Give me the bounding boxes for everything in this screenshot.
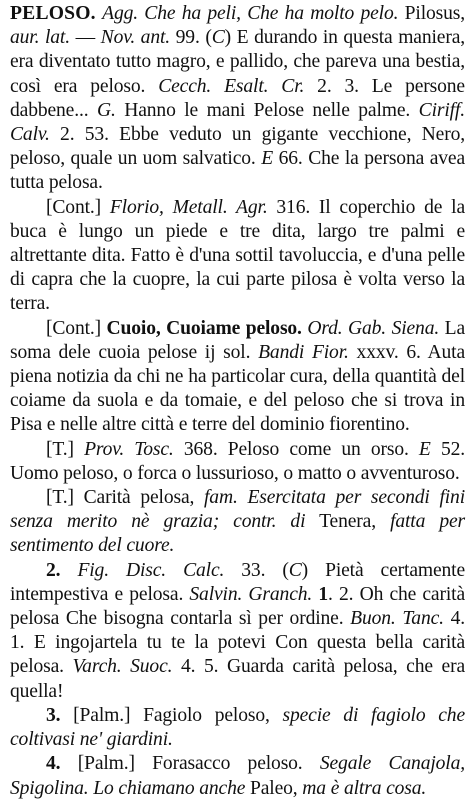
text-run: 4. 5. Guarda carità pelosa, che era quella!: [10, 656, 465, 702]
text-run: Pilosus,: [398, 3, 465, 24]
bold-text-run: Cuoio, Cuoiame peloso.: [106, 317, 302, 339]
text-run: [Palm.] Forasacco peloso.: [77, 753, 320, 775]
text-run: 2. 53. Ebbe veduto un gigante vecchione, Nero, peloso, quale un uom salvatico.: [10, 124, 465, 170]
italic-text-run: ma è altra cosa.: [302, 777, 427, 799]
entry-sense-2: [10, 559, 465, 704]
entry-paragraph-cuoio: [10, 317, 465, 438]
italic-text-run: Segale Canajola, Spigolina. Lo chiamano anche: [10, 753, 465, 799]
entry-sense-3: [10, 704, 465, 752]
text-run: —: [69, 27, 101, 49]
entry-paragraph-carita-pelosa: [10, 486, 465, 559]
italic-text-run: Prov. Tosc.: [84, 438, 174, 460]
italic-text-run: aur. lat.: [10, 27, 70, 49]
italic-text-run: E: [418, 438, 431, 460]
italic-text-run: specie di fagiolo che coltivasi ne' giardini.: [10, 704, 465, 751]
bold-text-run: PELOSO.: [10, 3, 96, 24]
italic-text-run: Fig. Disc. Calc.: [77, 559, 225, 581]
text-run: 316. Il coperchio de la buca è lungo un piede e tre dita, largo tre palmi e altrettante dita. Fatto è d'una sottil tavoluccia, e d'una pelle di capra che la cuopre, la cui parte pilosa è volta verso la terra.: [10, 196, 465, 315]
text-run: xxxv. 6. Auta piena notizia da chi ne ha particolar cura, della quantità del coiame da suola e da tomaie, e del peloso che si trova in Pisa e nelle altre città e terre del dominio fiorentino.: [10, 341, 465, 436]
text-run: [Cont.]: [46, 317, 107, 339]
italic-text-run: Salvin. Granch.: [189, 583, 313, 605]
entry-headword-paragraph: [10, 2, 465, 196]
italic-text-run: G.: [96, 99, 116, 121]
text-run: [Palm.] Fagiolo peloso,: [73, 704, 283, 726]
text-run: ) Pietà certamente intempestiva e pelosa.: [10, 559, 465, 605]
italic-text-run: Ciriff. Calv.: [10, 99, 465, 146]
bold-text-run: 2.: [46, 559, 78, 581]
text-run: La soma dele cuoia pelose ij sol.: [10, 317, 465, 363]
bold-text-run: 3.: [46, 704, 74, 726]
text-run: [T.] Carità pelosa,: [46, 487, 204, 509]
italic-text-run: Varch. Suoc.: [72, 656, 173, 678]
text-run: [T.]: [46, 438, 85, 460]
italic-text-run: Cecch. Esalt. Cr.: [158, 75, 305, 97]
text-run: 33. (: [224, 559, 289, 581]
italic-text-run: fam. Esercitata per secondi fini senza merito nè grazia; contr. di: [10, 487, 465, 533]
text-run: 4. 1. E ingojartela tu te la potevi Con questa bella carità pelosa.: [10, 608, 465, 678]
bold-text-run: 4.: [46, 753, 78, 775]
text-run: ) E durando in questa maniera, era diventato tutto magro, e pallido, che pareva una bestia, così era peloso.: [10, 27, 465, 97]
text-run: 2. 3. Le persone dabbene...: [10, 75, 465, 121]
text-run: 368. Peloso come un orso.: [173, 438, 419, 460]
italic-text-run: Agg. Che ha peli, Che ha molto pelo.: [102, 3, 399, 24]
italic-text-run: fatta per sentimento del cuore.: [10, 511, 465, 557]
text-run: 52. Uomo peloso, o forca o lussurioso, o matto o avventuroso.: [10, 438, 465, 484]
italic-text-run: Bandi Fior.: [258, 341, 349, 363]
italic-text-run: Ord. Gab. Siena.: [307, 317, 440, 339]
text-run: Paleo,: [245, 777, 303, 799]
italic-text-run: Florio, Metall. Agr.: [109, 196, 268, 218]
entry-paragraph-proverb: [10, 438, 465, 486]
entry-sense-4: [10, 752, 465, 800]
italic-text-run: Nov. ant.: [100, 27, 171, 49]
text-run: 66. Che la persona avea tutta pelosa.: [10, 148, 465, 194]
italic-text-run: C: [288, 559, 302, 581]
entry-paragraph-florio: [10, 196, 465, 317]
text-run: . 2. Oh che carità pelosa Che bisogna contarla sì per ordine.: [10, 583, 465, 630]
text-run: Tenera,: [305, 511, 391, 533]
italic-text-run: C: [211, 27, 225, 49]
italic-text-run: Buon. Tanc.: [350, 608, 444, 630]
text-run: 99. (: [170, 27, 212, 49]
italic-text-run: E: [261, 148, 274, 170]
text-run: [Cont.]: [46, 196, 110, 218]
text-run: Hanno le mani Pelose nelle palme.: [115, 99, 419, 121]
bold-text-run: 1: [318, 583, 329, 605]
